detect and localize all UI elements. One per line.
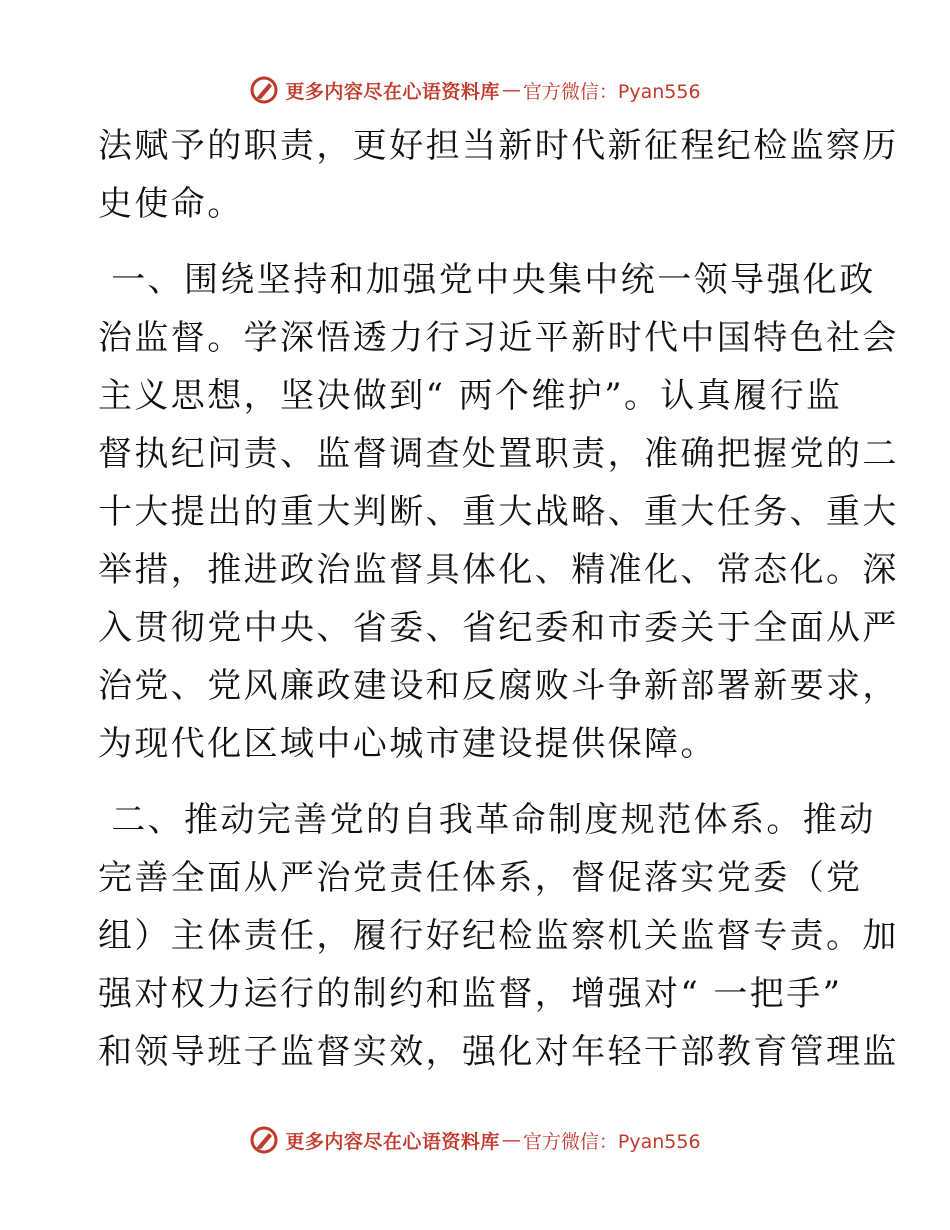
text-line: 强对权力运行的制约和监督，增强对“ 一把手” [98,974,843,1014]
watermark-main-text: 更多内容尽在心语资料库 [285,80,500,103]
watermark-separator: — [501,1129,521,1151]
pen-logo-icon [249,75,279,105]
text-line: 法赋予的职责，更好担当新时代新征程纪检监察历 [98,126,899,166]
text-line: 组）主体责任，履行好纪检监察机关监督专责。加 [98,916,899,956]
text-line: 十大提出的重大判断、重大战略、重大任务、重大 [98,492,899,532]
paragraph [98,117,899,233]
text-line: 治监督。学深悟透力行习近平新时代中国特色社会 [98,318,899,358]
text-line: 完善全面从严治党责任体系，督促落实党委（党 [98,858,863,898]
text-line: 入贯彻党中央、省委、省纪委和市委关于全面从严 [98,608,899,648]
text-line: 一、围绕坚持和加强党中央集中统一领导强化政 [98,260,876,300]
watermark-contact: 官方微信：Pyan556 [522,1130,701,1153]
text-line: 治党、党风廉政建设和反腐败斗争新部署新要求， [98,666,899,706]
header-watermark [0,70,950,110]
watermark-main-text: 更多内容尽在心语资料库 [285,1130,500,1153]
text-line: 督执纪问责、监督调查处置职责，准确把握党的二 [98,434,899,474]
text-line: 二、推动完善党的自我革命制度规范体系。推动 [98,800,876,840]
text-line: 举措，推进政治监督具体化、精准化、常态化。深 [98,550,899,590]
text-line: 和领导班子监督实效，强化对年轻干部教育管理监 [98,1032,899,1072]
text-line: 主义思想，坚决做到“ 两个维护”。认真履行监 [98,376,843,416]
text-line: 为现代化区域中心城市建设提供保障。 [98,724,717,764]
watermark-contact: 官方微信：Pyan556 [522,80,701,103]
pen-logo-icon [249,1125,279,1155]
text-line: 史使命。 [98,184,244,224]
paragraph [98,791,899,1081]
document-body [98,117,899,1081]
watermark-separator: — [501,79,521,101]
footer-watermark [0,1120,950,1160]
paragraph [98,251,899,773]
